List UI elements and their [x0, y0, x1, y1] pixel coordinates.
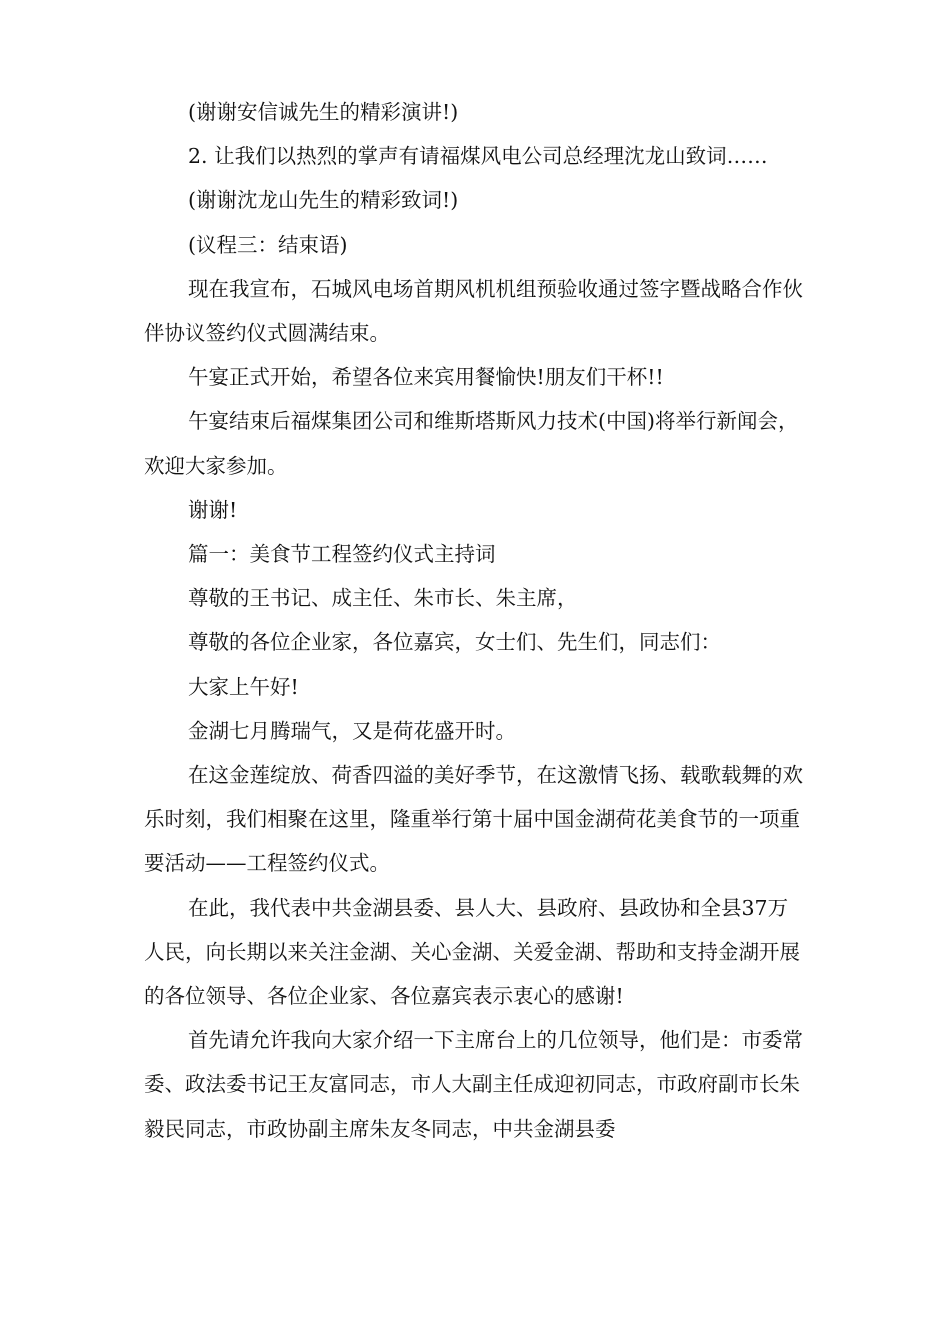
paragraph-press-conference: 午宴结束后福煤集团公司和维斯塔斯风力技术(中国)将举行新闻会，欢迎大家参加。: [144, 409, 799, 478]
section-heading: 篇一：美食节工程签约仪式主持词: [188, 542, 496, 567]
paragraph-greeting: 大家上午好!: [188, 674, 299, 699]
paragraph-event-intro: 在这金莲绽放、荷香四溢的美好季节，在这激情飞扬、载歌载舞的欢乐时刻，我们相聚在这里，隆重举行第十届中国金湖荷花美食节的一项重要活动——工程签约仪式。: [144, 763, 803, 876]
paragraph-thanks-address: (谢谢沈龙山先生的精彩致词!): [188, 188, 459, 213]
paragraph-thank-you: 谢谢!: [188, 497, 238, 522]
paragraph-announcement: 现在我宣布，石城风电场首期风机机组预验收通过签字暨战略合作伙伴协议签约仪式圆满结束。: [144, 276, 803, 346]
document-body: [144, 90, 804, 1151]
paragraph-opening-verse: 金湖七月腾瑞气，又是荷花盛开时。: [188, 718, 516, 743]
paragraph-invite-speaker: 2. 让我们以热烈的掌声有请福煤风电公司总经理沈龙山致词……: [188, 144, 768, 169]
paragraph-introductions: 首先请允许我向大家介绍一下主席台上的几位领导，他们是：市委常委、政法委书记王友富同志，市人大副主任成迎初同志，市政府副市长朱毅民同志，市政协副主席朱友冬同志，中共金湖县委: [144, 1028, 803, 1141]
paragraph-salutation-leaders: 尊敬的王书记、成主任、朱市长、朱主席，: [188, 586, 578, 611]
paragraph-agenda-three: (议程三：结束语): [188, 232, 348, 257]
paragraph-luncheon: 午宴正式开始，希望各位来宾用餐愉快!朋友们干杯!!: [188, 365, 664, 390]
paragraph-thanks-speech: (谢谢安信诚先生的精彩演讲!): [188, 100, 459, 124]
paragraph-salutation-guests: 尊敬的各位企业家，各位嘉宾，女士们、先生们，同志们：: [188, 630, 721, 655]
paragraph-gratitude: 在此，我代表中共金湖县委、县人大、县政府、县政协和全县37万人民，向长期以来关注金湖、关心金湖、关爱金湖、帮助和支持金湖开展的各位领导、各位企业家、各位嘉宾表示衷心的感谢!: [144, 895, 800, 1009]
